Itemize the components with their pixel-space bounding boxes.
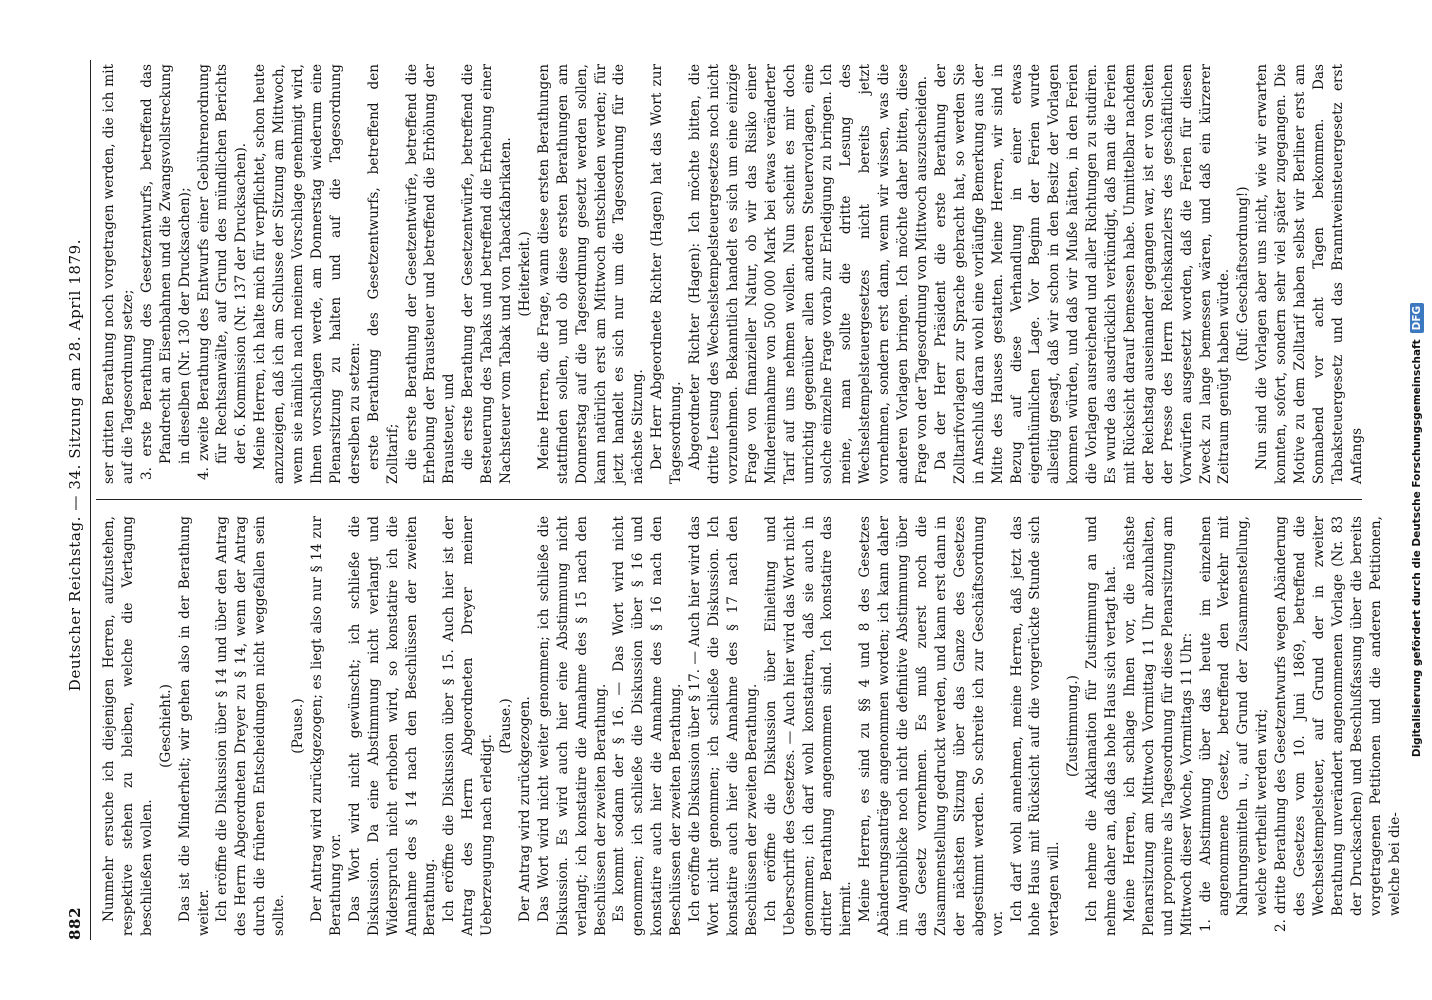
paragraph: Ich darf wohl annehmen, meine Herren, daß jetzt das hohe Haus mit Rücksicht auf die vorgerückte Stunde sich vertagen will. (1008, 516, 1063, 936)
funding-note-text (1405, 120, 1429, 940)
running-title: Deutscher Reichstag. — 34. Sitzung am 28. April 1879. (66, 238, 84, 692)
paragraph: Ich eröffne die Diskussion über § 17. — Auch hier wird das Wort nicht genommen; ich schließe die Diskussion. Ich konstatire auch hier die Annahme des § 17 nach den Beschlüssen der zweiten Berathung. (687, 516, 760, 936)
dfg-logo: DFG (1410, 303, 1424, 334)
paragraph: Es kommt sodann der § 16. — Das Wort wird nicht genommen; ich schließe die Diskussion über § 16 und konstatire auch hier die Annahme des § 16 nach den Beschlüssen der zweiten Berathung. (611, 516, 685, 936)
funding-note (1405, 120, 1429, 940)
paragraph: Nunmehr ersuche ich diejenigen Herren, aufzustehen, respektive stehen zu bleiben, welche die Vertagung beschließen wollen. (101, 516, 155, 936)
paragraph: Der Antrag wird zurückgezogen; es liegt also nur § 14 zur Berathung vor. (308, 516, 344, 936)
paragraph: Meine Herren, ich halte mich für verpflichtet, schon heute anzuzeigen, daß ich am Schlusse der Sitzung am Mittwoch, wenn sie nämlich nach meinem Vorschlage genehmigt wird, Ihnen vorschlagen werde, am Donnerstag wiederum eine Plenarsitzung zu halten und auf die Tagesordnung derselben zu setzen: (252, 64, 363, 484)
paragraph: ser dritten Berathung noch vorgetragen werden, die ich mit auf die Tagesordnung setze; (101, 64, 136, 484)
paragraph: die erste Berathung der Gesetzentwürfe, betreffend die Besteuerung des Tabaks und betreffend die Erhebung einer Nachsteuer vom Tabak und von Tabackfabrikaten. (460, 64, 515, 484)
paragraph: Das Wort wird nicht gewünscht; ich schließe die Diskussion. Da eine Abstimmung nicht verlangt und Widerspruch nicht erhoben wird, so konstatire ich die Annahme des § 14 nach den Beschlüssen der zweiten Berathung. (346, 516, 439, 936)
stage-direction: (Geschieht.) (157, 684, 174, 768)
agenda-item: 1. die Abstimmung über das heute im einzelnen angenommene Gesetz, betreffend den Verkehr mit Nahrungsmitteln u., auf Grund der Zusammenstellung, welche vertheilt werden wird; (1197, 516, 1271, 932)
paragraph: Der Herr Abgeordnete Richter (Hagen) hat das Wort zur Tagesordnung. (649, 64, 685, 484)
paragraph: Der Antrag wird zurückgezogen. (516, 696, 533, 922)
page-number: 882 (66, 906, 84, 940)
stage-direction: (Zustimmung.) (1065, 675, 1082, 777)
agenda-item: 4. zweite Berathung des Entwurfs einer Gebührenordnung für Rechtsanwälte, auf Grund des mündlichen Berichts der 6. Kommission (Nr. 137 der Drucksachen). (195, 64, 250, 480)
paragraph: Abgeordneter Richter (Hagen): Ich möchte bitten, die dritte Lesung des Wechselstempelsteuergesetzes noch nicht vorzunehmen. Bekanntlich handelt es sich um eine einzige Frage von finanzieller Natur, ob wir das Risiko einer Mindereinnahme von 500 000 Mark bei etwas veränderter Tarif auf uns nehmen wollen. Nun scheint es mir doch unrichtig gegenüber allen anderen Steuervorlagen, eine solche einzelne Frage vorab zur Erledigung zu bringen. Ich meine, man sollte die dritte Lesung des Wechselstempelsteuergesetzes nicht bereits jetzt vornehmen, sondern erst dann, wenn wir wissen, was die anderen Vorlagen bringen. Ich möchte daher bitten, diese Frage von der Tagesordnung von Mittwoch auszuscheiden. (687, 64, 930, 484)
page-header (64, 60, 86, 940)
stage-direction: (Ruf: Geschäftsordnung!) (1235, 186, 1252, 362)
stage-direction: (Pause.) (498, 698, 515, 754)
paragraph: erste Berathung des Gesetzentwurfs, betreffend den Zolltarif; (365, 64, 401, 484)
agenda-item: 3. erste Berathung des Gesetzentwurfs, betreffend das Pfandrecht an Eisenbahnen und die Zwangsvollstreckung in dieselben (Nr. 130 der Drucksachen); (138, 64, 193, 480)
paragraph: Meine Herren, es sind zu §§ 4 und 8 des Gesetzes Abänderungsanträge angenommen worden; ich kann daher im Augenblicke noch nicht die definitive Abstimmung über das Gesetz vornehmen. Es muß zuerst noch die Zusammenstellung gedruckt werden, und kann erst dann in der nächsten Sitzung über das Ganze des Gesetzes abgestimmt werden. So schreite ich zur Geschäftsordnung vor. (857, 516, 1006, 936)
paragraph: Da der Herr Präsident die erste Berathung der Zolltarifvorlagen zur Sprache gebracht hat, so werden Sie in Anschluß daran wohl eine vorläufige Bemerkung aus der Mitte des Hauses gestatten. Meine Herren, wir sind in Bezug auf diese Verhandlung in einer etwas eigenthümlichen Lage. Vor Beginn der Ferien wurde allseitig gesagt, daß wir schon in den Besitz der Vorlagen kommen würden, und daß wir Muße hätten, in den Ferien die Vorlagen ausreichend und aller Richtungen zu studiren. Es wurde das ausdrücklich verkündigt, daß man die Ferien mit Rücksicht darauf bemessen habe. Unmittelbar nachdem der Reichstag auseinander gegangen war, ist er von Seiten der Presse des Herrn Reichskanzlers des geschäftlichen Vorwürfen ausgesetzt worden, daß die Ferien für diesen Zweck zu lange bemessen wären, und daß ein kürzerer Zeitraum genügt haben würde. (932, 64, 1233, 484)
paragraph: Nun sind die Vorlagen aber uns nicht, wie wir erwarten konnten, sofort, sondern sehr viel später zugegangen. Die Motive zu dem Zolltarif haben selbst wir Berliner erst am Sonnabend vor acht Tagen bekommen. Das Tabaksteuergesetz und das Branntweinsteuergesetz erst Anfangs (1254, 64, 1365, 484)
header-rule (90, 60, 91, 940)
paragraph: Das Wort wird nicht weiter genommen; ich schließe die Diskussion. Es wird auch hier eine Abstimmung nicht verlangt; ich konstatire die Annahme des § 15 nach den Beschlüssen der zweiten Berathung. (535, 516, 609, 936)
paragraph: Ich eröffne die Diskussion über Einleitung und Ueberschrift des Gesetzes. — Auch hier wird das Wort nicht genommen; ich darf wohl konstatiren, daß sie auch in dritter Berathung angenommen sind. Ich konstatire das hiermit. (762, 516, 855, 936)
paragraph: Ich nehme die Akklamation für Zustimmung an und nehme daher an, daß das hohe Haus sich vertagt hat. (1084, 516, 1120, 936)
stage-direction: (Heiterkeit.) (516, 231, 533, 317)
paragraph: Meine Herren, ich schlage Ihnen vor, die nächste Plenarsitzung am Mittwoch Vormittag 11 Uhr abzuhalten, und proponire als Tagesordnung für diese Plenarsitzung am Mittwoch dieser Woche, Vormittags 11 Uhr: (1121, 516, 1195, 936)
funding-text: Digitalisierung gefördert durch die Deutsche Forschungsgemeinschaft (1411, 339, 1423, 758)
paragraph: Ich eröffne die Diskussion über § 15. Auch hier ist der Antrag des Herrn Abgeordneten Dreyer meiner Ueberzeugung nach erledigt. (441, 516, 496, 936)
paragraph: die erste Berathung der Gesetzentwürfe, betreffend die Erhebung der Brausteuer und betreffend die Erhöhung der Brausteuer, und (403, 64, 458, 484)
agenda-item: 2. dritte Berathung des Gesetzentwurfs wegen Abänderung des Gesetzes vom 10. Juni 1869, betreffend die Wechselstempelsteuer, auf Grund der in zweiter Berathung unverändert angenommenen Vorlage (Nr. 83 der Drucksachen) und Beschlußfassung über die bereits vorgetragenen Petitionen und die anderen Petitionen, welche bei die- (1273, 516, 1403, 932)
right-column (100, 64, 1365, 484)
column-divider (96, 499, 1362, 500)
stage-direction: (Pause.) (290, 698, 307, 754)
paragraph: Meine Herren, die Frage, wann diese ersten Berathungen stattfinden sollen, und ob diese ersten Berathungen am Donnerstag auf die Tagesordnung gesetzt werden sollen, kann natürlich erst am Mittwoch entschieden werden; für jetzt handelt es sich nur um die Tagesordnung für die nächste Sitzung. (535, 64, 647, 484)
paragraph: Ich eröffne die Diskussion über § 14 und über den Antrag des Herrn Abgeordneten Dreyer zu § 14, wenn der Antrag durch die früheren Entscheidungen nicht weggefallen sein sollte. (214, 516, 288, 936)
paragraph: Das ist die Minderheit; wir gehen also in der Berathung weiter. (176, 516, 212, 936)
left-column (100, 516, 1403, 936)
